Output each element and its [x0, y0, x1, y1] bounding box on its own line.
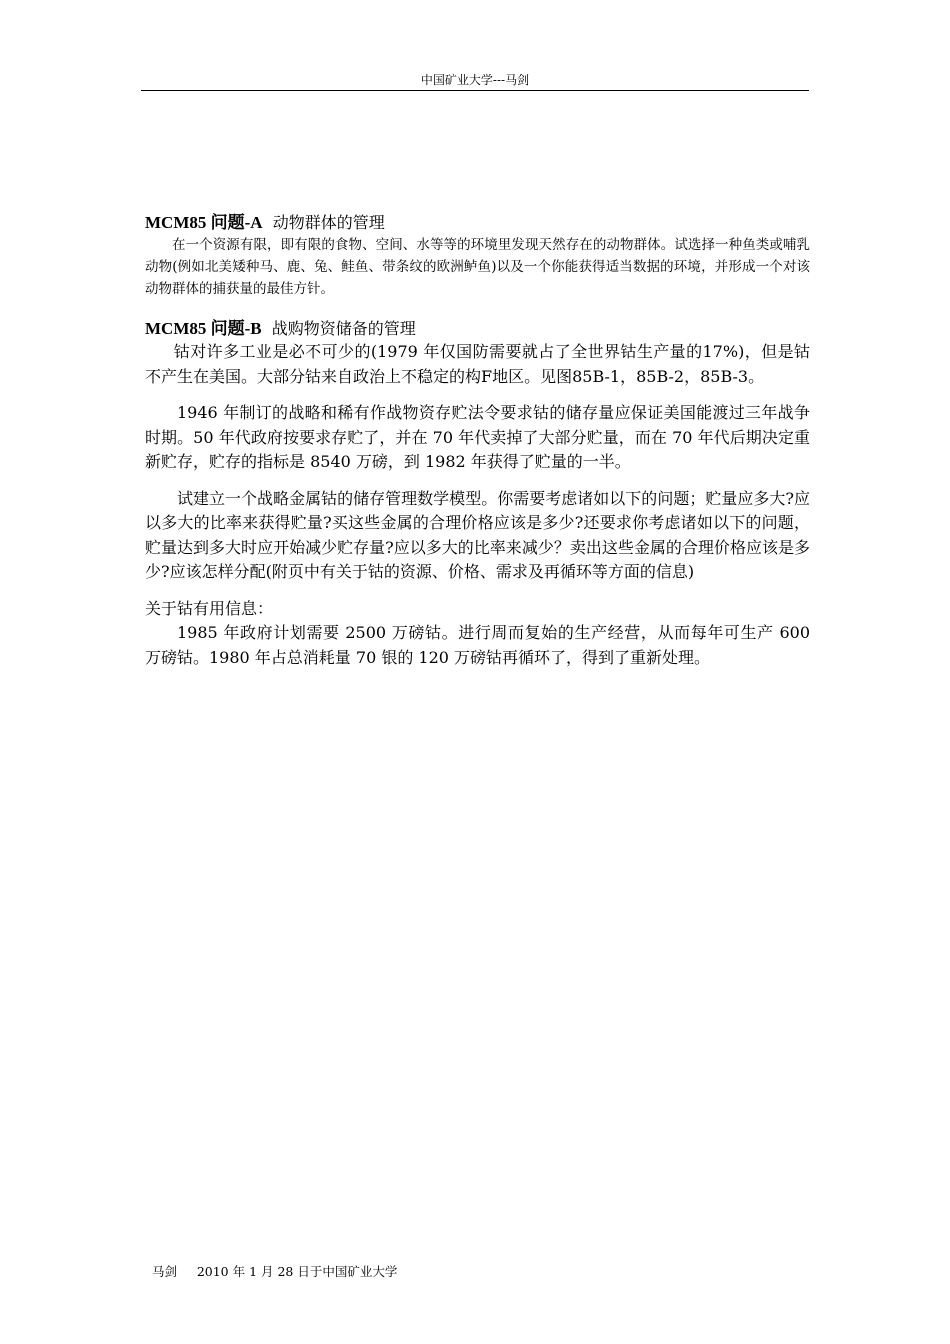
document-body — [145, 212, 810, 670]
page-footer — [144, 1248, 397, 1280]
problem-a-body: 在一个资源有限，即有限的食物、空间、水等等的环境里发现天然存在的动物群体。试选择一种鱼类或哺乳动物(例如北美矮种马、鹿、兔、鲑鱼、带条纹的欧洲鲈鱼)以及一个你能获得适当数据的环境，并形成一个对该动物群体的捕获量的最佳方针。 — [145, 237, 810, 297]
problem-a-heading — [145, 212, 810, 234]
problem-a-title: 动物群体的管理 — [272, 213, 385, 232]
page-header — [141, 72, 809, 91]
problem-a-code: MCM85 问题-A — [145, 213, 263, 232]
problem-b-paragraph-1: 钴对许多工业是必不可少的(1979 年仅国防需要就占了全世界钴生产量的17%)，但是钴不产生在美国。大部分钴来自政治上不稳定的构F地区。见图85B-1，85B-2，85B-3。 — [145, 342, 810, 386]
cobalt-info-heading: 关于钴有用信息： — [145, 598, 274, 618]
problem-b-code: MCM85 问题-B — [145, 319, 262, 338]
problem-b-heading — [145, 318, 810, 340]
footer-text: 马剑 2010 年 1 月 28 日于中国矿业大学 — [151, 1264, 398, 1279]
cobalt-info-body: 1985 年政府计划需要 2500 万磅钴。进行周而复始的生产经营，从而每年可生产 600 万磅钴。1980 年占总消耗量 70 银的 120 万磅钴再循环了，得到了重新处理。 — [145, 623, 810, 667]
header-text: 中国矿业大学---马剑 — [420, 73, 530, 87]
problem-b-paragraph-2: 1946 年制订的战略和稀有作战物资存贮法令要求钴的储存量应保证美国能渡过三年战争时期。50 年代政府按要求存贮了，并在 70 年代卖掉了大部分贮量，而在 70 年代后期决定重新贮存，贮存的指标是 8540 万磅，到 1982 年获得了贮量的一半。 — [145, 403, 810, 471]
problem-b-title: 战购物资储备的管理 — [271, 319, 416, 338]
problem-b-paragraph-3: 试建立一个战略金属钴的储存管理数学模型。你需要考虑诸如以下的问题；贮量应多大?应以多大的比率来获得贮量?买这些金属的合理价格应该是多少?还要求你考虑诸如以下的问题，贮量达到多大时应开始减少贮存量?应以多大的比率来减少？卖出这些金属的合理价格应该是多少?应该怎样分配(附页中有关于钴的资源、价格、需求及再循环等方面的信息) — [145, 488, 810, 581]
